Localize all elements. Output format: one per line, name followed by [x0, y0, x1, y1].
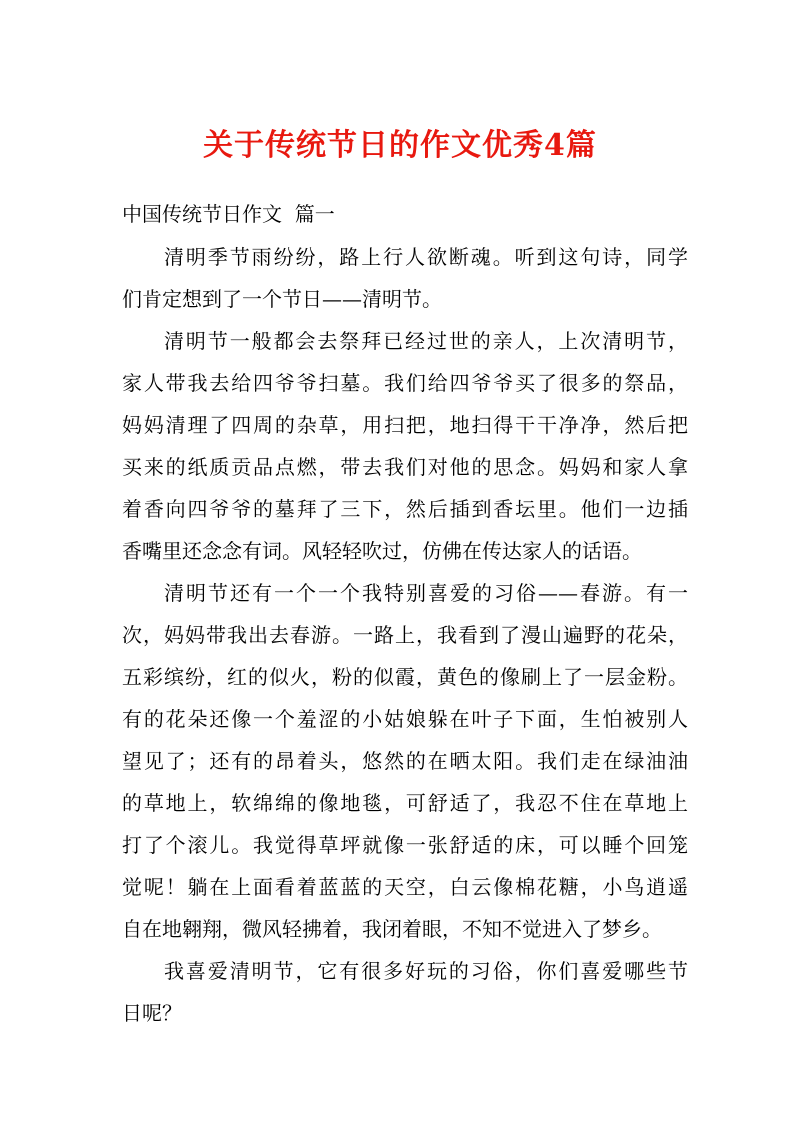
- paragraph-2: [122, 320, 688, 572]
- text-line: 我喜爱清明节，它有很多好玩的习俗，你们喜爱哪些节: [164, 959, 688, 983]
- paragraph-3: [122, 572, 688, 950]
- text-line: 香嘴里还念念有词。风轻轻吹过，仿佛在传达家人的话语。: [122, 539, 642, 563]
- text-line: 清明季节雨纷纷，路上行人欲断魂。听到这句诗，同学: [164, 245, 688, 269]
- text-line: 们肯定想到了一个节日——清明节。: [122, 287, 442, 311]
- section-subheading: 中国传统节日作文 篇一: [122, 202, 335, 226]
- text-line: 次，妈妈带我出去春游。一路上，我看到了漫山遍野的花朵，: [122, 623, 688, 647]
- text-line: 觉呢！躺在上面看着蓝蓝的天空，白云像棉花糖，小鸟逍遥: [122, 875, 688, 899]
- text-line: 清明节还有一个一个我特别喜爱的习俗——春游。有一: [164, 581, 688, 605]
- text-line: 自在地翱翔，微风轻拂着，我闭着眼，不知不觉进入了梦乡。: [122, 917, 662, 941]
- article-body: [122, 236, 688, 1034]
- text-line: 的草地上，软绵绵的像地毯，可舒适了，我忍不住在草地上: [122, 791, 688, 815]
- text-line: 日呢？: [122, 1001, 182, 1025]
- text-line: 打了个滚儿。我觉得草坪就像一张舒适的床，可以睡个回笼: [122, 833, 688, 857]
- text-line: 买来的纸质贡品点燃，带去我们对他的思念。妈妈和家人拿: [122, 455, 688, 479]
- text-line: 有的花朵还像一个羞涩的小姑娘躲在叶子下面，生怕被别人: [122, 707, 688, 731]
- text-line: 家人带我去给四爷爷扫墓。我们给四爷爷买了很多的祭品，: [122, 371, 688, 395]
- text-line: 妈妈清理了四周的杂草，用扫把，地扫得干干净净，然后把: [122, 413, 688, 437]
- text-line: 着香向四爷爷的墓拜了三下，然后插到香坛里。他们一边插: [122, 497, 688, 521]
- paragraph-1: [122, 236, 688, 320]
- paragraph-4: [122, 950, 688, 1034]
- text-line: 清明节一般都会去祭拜已经过世的亲人，上次清明节，: [164, 329, 688, 353]
- text-line: 五彩缤纷，红的似火，粉的似霞，黄色的像刷上了一层金粉。: [122, 665, 688, 689]
- document-title: 关于传统节日的作文优秀4篇: [203, 128, 597, 163]
- text-line: 望见了；还有的昂着头，悠然的在晒太阳。我们走在绿油油: [122, 749, 688, 773]
